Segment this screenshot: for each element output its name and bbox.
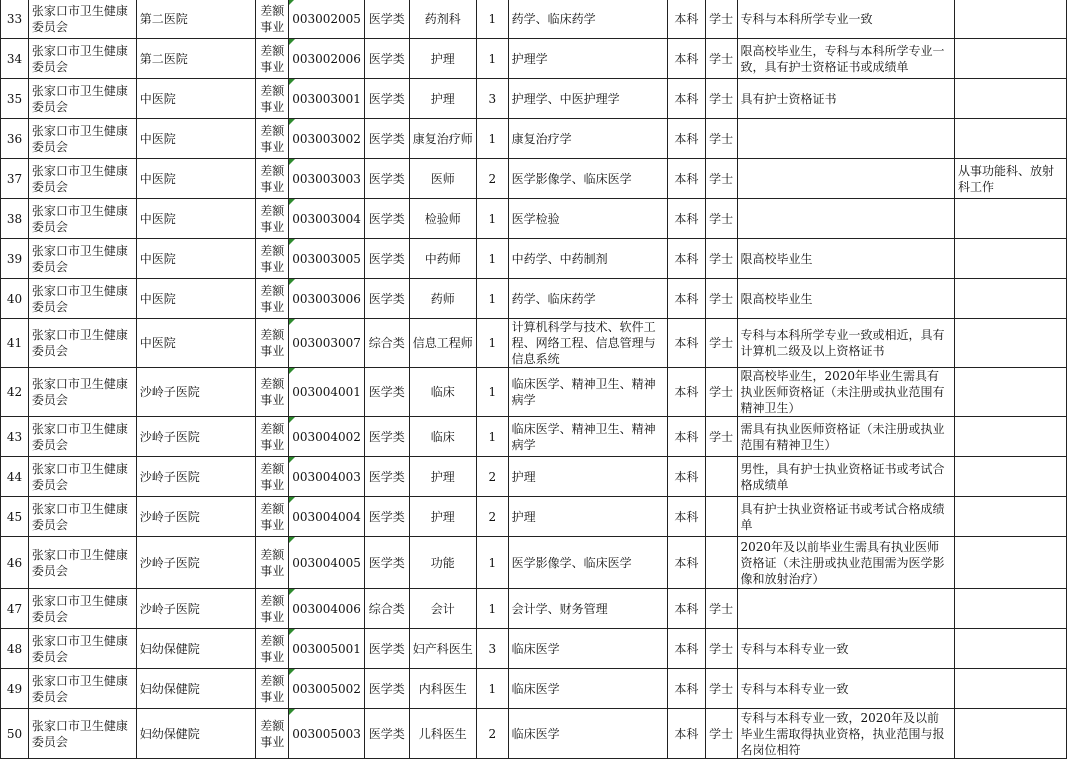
- cell-unit-type: 差额事业: [256, 669, 289, 709]
- cell-major: 临床医学: [508, 709, 667, 759]
- cell-headcount: 3: [476, 629, 508, 669]
- cell-category: 综合类: [364, 589, 409, 629]
- cell-index: 40: [1, 279, 29, 319]
- cell-degree: [705, 457, 737, 497]
- cell-education: 本科: [667, 368, 705, 417]
- cell-education: 本科: [667, 629, 705, 669]
- cell-unit: 沙岭子医院: [136, 589, 256, 629]
- cell-education: 本科: [667, 199, 705, 239]
- cell-requirements: 限高校毕业生，专科与本科所学专业一致，具有护士资格证书或成绩单: [737, 39, 955, 79]
- cell-post-name: 功能: [409, 537, 476, 589]
- cell-department: 张家口市卫生健康委员会: [28, 457, 136, 497]
- cell-post-code: 003004001: [289, 368, 365, 417]
- cell-department: 张家口市卫生健康委员会: [28, 497, 136, 537]
- cell-remarks: 从事功能科、放射科工作: [955, 159, 1067, 199]
- cell-unit: 中医院: [136, 79, 256, 119]
- cell-department: 张家口市卫生健康委员会: [28, 239, 136, 279]
- cell-headcount: 2: [476, 457, 508, 497]
- cell-requirements: 具有护士执业资格证书或考试合格成绩单: [737, 497, 955, 537]
- cell-post-name: 信息工程师: [409, 319, 476, 368]
- cell-unit-type: 差额事业: [256, 537, 289, 589]
- cell-category: 综合类: [364, 319, 409, 368]
- cell-education: 本科: [667, 119, 705, 159]
- cell-unit-type: 差额事业: [256, 709, 289, 759]
- cell-remarks: [955, 279, 1067, 319]
- cell-post-code: 003003006: [289, 279, 365, 319]
- cell-education: 本科: [667, 537, 705, 589]
- cell-category: 医学类: [364, 537, 409, 589]
- cell-remarks: [955, 368, 1067, 417]
- cell-post-name: 儿科医生: [409, 709, 476, 759]
- table-row: [1, 39, 1067, 79]
- cell-post-name: 药剂科: [409, 0, 476, 39]
- cell-unit-type: 差额事业: [256, 159, 289, 199]
- cell-post-code: 003004005: [289, 537, 365, 589]
- cell-department: 张家口市卫生健康委员会: [28, 79, 136, 119]
- cell-index: 35: [1, 79, 29, 119]
- cell-headcount: 2: [476, 709, 508, 759]
- cell-headcount: 1: [476, 0, 508, 39]
- cell-unit-type: 差额事业: [256, 417, 289, 457]
- cell-post-name: 临床: [409, 417, 476, 457]
- cell-department: 张家口市卫生健康委员会: [28, 669, 136, 709]
- cell-department: 张家口市卫生健康委员会: [28, 589, 136, 629]
- cell-major: 护理学: [508, 39, 667, 79]
- cell-post-name: 临床: [409, 368, 476, 417]
- cell-post-code: 003004002: [289, 417, 365, 457]
- cell-degree: 学士: [705, 279, 737, 319]
- cell-degree: 学士: [705, 669, 737, 709]
- cell-degree: 学士: [705, 589, 737, 629]
- cell-post-code: 003003005: [289, 239, 365, 279]
- cell-post-code: 003005002: [289, 669, 365, 709]
- cell-category: 医学类: [364, 239, 409, 279]
- cell-degree: 学士: [705, 159, 737, 199]
- cell-post-code: 003002005: [289, 0, 365, 39]
- cell-category: 医学类: [364, 709, 409, 759]
- cell-remarks: [955, 0, 1067, 39]
- cell-headcount: 1: [476, 669, 508, 709]
- cell-category: 医学类: [364, 629, 409, 669]
- cell-major: 护理: [508, 457, 667, 497]
- cell-department: 张家口市卫生健康委员会: [28, 159, 136, 199]
- table-row: [1, 319, 1067, 368]
- cell-index: 48: [1, 629, 29, 669]
- cell-remarks: [955, 537, 1067, 589]
- cell-remarks: [955, 119, 1067, 159]
- cell-headcount: 1: [476, 368, 508, 417]
- cell-headcount: 3: [476, 79, 508, 119]
- table-row: [1, 589, 1067, 629]
- cell-requirements: 具有护士资格证书: [737, 79, 955, 119]
- table-row: [1, 368, 1067, 417]
- cell-post-code: 003003007: [289, 319, 365, 368]
- cell-headcount: 1: [476, 589, 508, 629]
- cell-post-name: 检验师: [409, 199, 476, 239]
- cell-education: 本科: [667, 279, 705, 319]
- cell-index: 34: [1, 39, 29, 79]
- cell-education: 本科: [667, 319, 705, 368]
- cell-remarks: [955, 497, 1067, 537]
- cell-unit-type: 差额事业: [256, 368, 289, 417]
- cell-major: 临床医学、精神卫生、精神病学: [508, 368, 667, 417]
- cell-requirements: [737, 199, 955, 239]
- cell-headcount: 1: [476, 279, 508, 319]
- table-row: [1, 629, 1067, 669]
- cell-category: 医学类: [364, 279, 409, 319]
- cell-major: 中药学、中药制剂: [508, 239, 667, 279]
- cell-category: 医学类: [364, 119, 409, 159]
- cell-requirements: 专科与本科所学专业一致: [737, 0, 955, 39]
- table-row: [1, 239, 1067, 279]
- cell-post-name: 护理: [409, 457, 476, 497]
- cell-education: 本科: [667, 709, 705, 759]
- cell-degree: 学士: [705, 79, 737, 119]
- cell-requirements: 限高校毕业生: [737, 239, 955, 279]
- cell-unit: 沙岭子医院: [136, 497, 256, 537]
- cell-remarks: [955, 709, 1067, 759]
- cell-requirements: 专科与本科专业一致: [737, 629, 955, 669]
- cell-requirements: [737, 159, 955, 199]
- cell-post-name: 康复治疗师: [409, 119, 476, 159]
- cell-index: 43: [1, 417, 29, 457]
- cell-requirements: 专科与本科专业一致: [737, 669, 955, 709]
- cell-department: 张家口市卫生健康委员会: [28, 537, 136, 589]
- cell-remarks: [955, 239, 1067, 279]
- cell-unit: 中医院: [136, 239, 256, 279]
- cell-unit-type: 差额事业: [256, 239, 289, 279]
- table-row: [1, 457, 1067, 497]
- table-row: [1, 199, 1067, 239]
- cell-requirements: [737, 119, 955, 159]
- cell-major: 会计学、财务管理: [508, 589, 667, 629]
- cell-unit-type: 差额事业: [256, 497, 289, 537]
- cell-post-name: 药师: [409, 279, 476, 319]
- cell-unit-type: 差额事业: [256, 119, 289, 159]
- cell-unit-type: 差额事业: [256, 79, 289, 119]
- cell-index: 42: [1, 368, 29, 417]
- cell-unit-type: 差额事业: [256, 199, 289, 239]
- table-row: [1, 497, 1067, 537]
- cell-remarks: [955, 457, 1067, 497]
- cell-unit-type: 差额事业: [256, 39, 289, 79]
- cell-unit: 沙岭子医院: [136, 417, 256, 457]
- cell-degree: [705, 537, 737, 589]
- cell-major: 药学、临床药学: [508, 279, 667, 319]
- cell-degree: 学士: [705, 119, 737, 159]
- cell-remarks: [955, 629, 1067, 669]
- cell-department: 张家口市卫生健康委员会: [28, 629, 136, 669]
- cell-headcount: 1: [476, 119, 508, 159]
- cell-post-code: 003003001: [289, 79, 365, 119]
- cell-index: 50: [1, 709, 29, 759]
- cell-education: 本科: [667, 0, 705, 39]
- cell-remarks: [955, 319, 1067, 368]
- cell-category: 医学类: [364, 0, 409, 39]
- cell-major: 医学检验: [508, 199, 667, 239]
- cell-department: 张家口市卫生健康委员会: [28, 199, 136, 239]
- table-row: [1, 417, 1067, 457]
- cell-unit-type: 差额事业: [256, 279, 289, 319]
- cell-requirements: 限高校毕业生: [737, 279, 955, 319]
- cell-index: 33: [1, 0, 29, 39]
- cell-degree: 学士: [705, 709, 737, 759]
- cell-post-code: 003002006: [289, 39, 365, 79]
- table-row: [1, 79, 1067, 119]
- cell-post-code: 003005001: [289, 629, 365, 669]
- cell-department: 张家口市卫生健康委员会: [28, 119, 136, 159]
- cell-unit: 沙岭子医院: [136, 457, 256, 497]
- cell-post-code: 003004003: [289, 457, 365, 497]
- table-row: [1, 709, 1067, 759]
- cell-major: 护理学、中医护理学: [508, 79, 667, 119]
- cell-major: 临床医学: [508, 669, 667, 709]
- cell-education: 本科: [667, 457, 705, 497]
- cell-education: 本科: [667, 669, 705, 709]
- cell-unit: 妇幼保健院: [136, 629, 256, 669]
- cell-degree: [705, 497, 737, 537]
- cell-unit: 妇幼保健院: [136, 669, 256, 709]
- cell-requirements: [737, 589, 955, 629]
- cell-degree: 学士: [705, 199, 737, 239]
- cell-post-name: 内科医生: [409, 669, 476, 709]
- cell-department: 张家口市卫生健康委员会: [28, 417, 136, 457]
- cell-major: 医学影像学、临床医学: [508, 159, 667, 199]
- cell-department: 张家口市卫生健康委员会: [28, 0, 136, 39]
- cell-major: 医学影像学、临床医学: [508, 537, 667, 589]
- cell-category: 医学类: [364, 669, 409, 709]
- cell-headcount: 1: [476, 417, 508, 457]
- cell-headcount: 1: [476, 319, 508, 368]
- cell-unit-type: 差额事业: [256, 319, 289, 368]
- table-row: [1, 279, 1067, 319]
- cell-unit: 第二医院: [136, 0, 256, 39]
- cell-requirements: 需具有执业医师资格证（未注册或执业范围有精神卫生）: [737, 417, 955, 457]
- cell-post-code: 003003004: [289, 199, 365, 239]
- cell-category: 医学类: [364, 199, 409, 239]
- cell-department: 张家口市卫生健康委员会: [28, 319, 136, 368]
- cell-headcount: 2: [476, 159, 508, 199]
- cell-requirements: 限高校毕业生，2020年毕业生需具有执业医师资格证（未注册或执业范围有精神卫生）: [737, 368, 955, 417]
- table-row: [1, 537, 1067, 589]
- cell-remarks: [955, 199, 1067, 239]
- cell-index: 41: [1, 319, 29, 368]
- cell-major: 临床医学、精神卫生、精神病学: [508, 417, 667, 457]
- cell-category: 医学类: [364, 79, 409, 119]
- cell-post-code: 003004006: [289, 589, 365, 629]
- cell-unit: 中医院: [136, 279, 256, 319]
- cell-requirements: 2020年及以前毕业生需具有执业医师资格证（未注册或执业范围需为医学影像和放射治疗）: [737, 537, 955, 589]
- cell-unit-type: 差额事业: [256, 457, 289, 497]
- cell-education: 本科: [667, 497, 705, 537]
- cell-education: 本科: [667, 589, 705, 629]
- cell-degree: 学士: [705, 368, 737, 417]
- cell-department: 张家口市卫生健康委员会: [28, 368, 136, 417]
- cell-post-code: 003003002: [289, 119, 365, 159]
- table-row: [1, 669, 1067, 709]
- cell-post-name: 护理: [409, 497, 476, 537]
- cell-education: 本科: [667, 39, 705, 79]
- cell-index: 39: [1, 239, 29, 279]
- cell-degree: 学士: [705, 39, 737, 79]
- cell-requirements: 男性，具有护士执业资格证书或考试合格成绩单: [737, 457, 955, 497]
- cell-category: 医学类: [364, 159, 409, 199]
- cell-index: 44: [1, 457, 29, 497]
- cell-major: 计算机科学与技术、软件工程、网络工程、信息管理与信息系统: [508, 319, 667, 368]
- cell-department: 张家口市卫生健康委员会: [28, 279, 136, 319]
- cell-major: 药学、临床药学: [508, 0, 667, 39]
- cell-education: 本科: [667, 159, 705, 199]
- cell-degree: 学士: [705, 319, 737, 368]
- cell-category: 医学类: [364, 417, 409, 457]
- cell-headcount: 2: [476, 497, 508, 537]
- table-body: [1, 0, 1067, 759]
- cell-index: 45: [1, 497, 29, 537]
- cell-remarks: [955, 669, 1067, 709]
- cell-unit: 中医院: [136, 159, 256, 199]
- cell-unit: 中医院: [136, 199, 256, 239]
- cell-unit: 第二医院: [136, 39, 256, 79]
- cell-degree: 学士: [705, 0, 737, 39]
- cell-index: 47: [1, 589, 29, 629]
- cell-requirements: 专科与本科所学专业一致或相近，具有计算机二级及以上资格证书: [737, 319, 955, 368]
- cell-post-name: 护理: [409, 39, 476, 79]
- cell-post-name: 中药师: [409, 239, 476, 279]
- cell-education: 本科: [667, 417, 705, 457]
- cell-category: 医学类: [364, 39, 409, 79]
- cell-education: 本科: [667, 79, 705, 119]
- cell-post-code: 003005003: [289, 709, 365, 759]
- cell-headcount: 1: [476, 39, 508, 79]
- cell-post-code: 003003003: [289, 159, 365, 199]
- cell-headcount: 1: [476, 199, 508, 239]
- cell-post-name: 会计: [409, 589, 476, 629]
- table-row: [1, 0, 1067, 39]
- table-row: [1, 119, 1067, 159]
- cell-major: 临床医学: [508, 629, 667, 669]
- cell-unit-type: 差额事业: [256, 0, 289, 39]
- cell-headcount: 1: [476, 537, 508, 589]
- cell-post-name: 妇产科医生: [409, 629, 476, 669]
- cell-remarks: [955, 79, 1067, 119]
- cell-remarks: [955, 417, 1067, 457]
- cell-category: 医学类: [364, 497, 409, 537]
- cell-unit: 中医院: [136, 319, 256, 368]
- cell-category: 医学类: [364, 457, 409, 497]
- cell-unit: 中医院: [136, 119, 256, 159]
- cell-headcount: 1: [476, 239, 508, 279]
- cell-degree: 学士: [705, 629, 737, 669]
- cell-major: 护理: [508, 497, 667, 537]
- cell-unit-type: 差额事业: [256, 629, 289, 669]
- cell-unit: 妇幼保健院: [136, 709, 256, 759]
- cell-remarks: [955, 589, 1067, 629]
- cell-degree: 学士: [705, 239, 737, 279]
- cell-unit: 沙岭子医院: [136, 537, 256, 589]
- cell-major: 康复治疗学: [508, 119, 667, 159]
- cell-index: 37: [1, 159, 29, 199]
- cell-requirements: 专科与本科专业一致，2020年及以前毕业生需取得执业资格，执业范围与报名岗位相符: [737, 709, 955, 759]
- cell-post-name: 医师: [409, 159, 476, 199]
- table-row: [1, 159, 1067, 199]
- cell-education: 本科: [667, 239, 705, 279]
- cell-category: 医学类: [364, 368, 409, 417]
- cell-unit: 沙岭子医院: [136, 368, 256, 417]
- cell-index: 36: [1, 119, 29, 159]
- cell-post-name: 护理: [409, 79, 476, 119]
- cell-index: 46: [1, 537, 29, 589]
- cell-remarks: [955, 39, 1067, 79]
- cell-department: 张家口市卫生健康委员会: [28, 709, 136, 759]
- cell-department: 张家口市卫生健康委员会: [28, 39, 136, 79]
- cell-index: 38: [1, 199, 29, 239]
- cell-index: 49: [1, 669, 29, 709]
- cell-degree: 学士: [705, 417, 737, 457]
- cell-unit-type: 差额事业: [256, 589, 289, 629]
- cell-post-code: 003004004: [289, 497, 365, 537]
